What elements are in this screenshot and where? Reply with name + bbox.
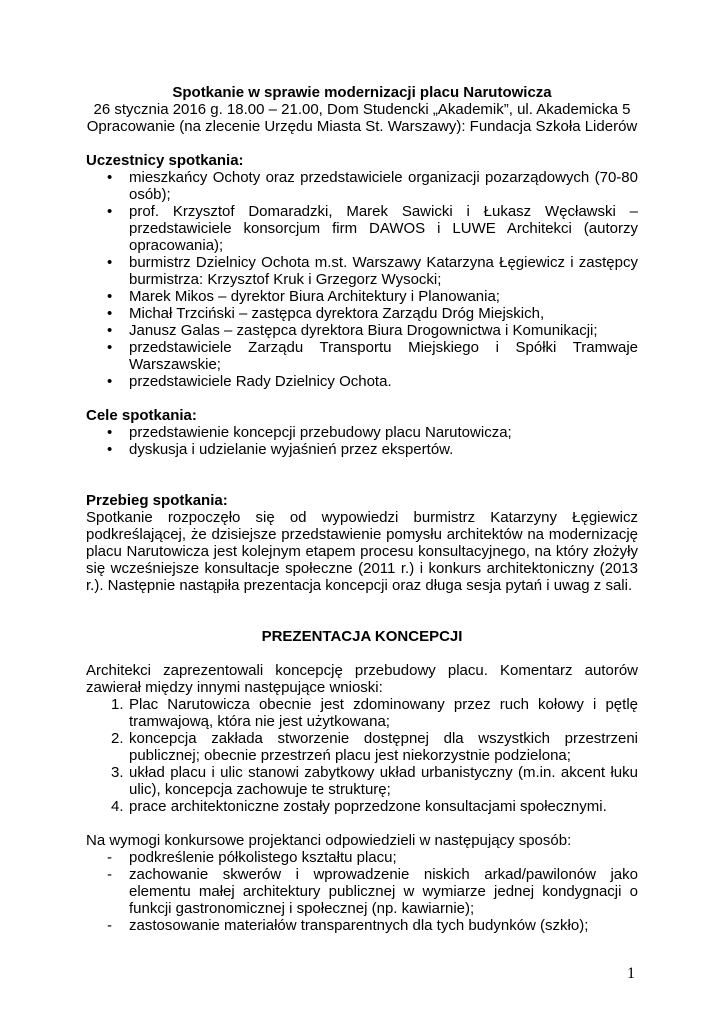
list-item bbox=[86, 798, 638, 815]
item-number: 4. bbox=[111, 798, 124, 815]
conclusions-list bbox=[86, 696, 638, 815]
course-paragraph: Spotkanie rozpoczęło się od wypowiedzi burmistrz Katarzyny Łęgiewicz podkreślającej, że dzisiejsze przedstawienie pomysłu architektów na modernizację placu Narutowicza jest kolejnym etapem procesu konsultacyjnego, na który złożyły się wcześniejsze konsultacje społeczne (2011 r.) i konkurs architektoniczny (2013 r.). Następnie nastąpiła prezentacja koncepcji oraz długa sesja pytań i uwag z sali. bbox=[86, 509, 638, 594]
item-number: 3. bbox=[111, 764, 124, 781]
item-number: 1. bbox=[111, 696, 124, 713]
list-item: - podkreślenie półkolistego kształtu placu; bbox=[86, 849, 638, 866]
list-item: • burmistrz Dzielnicy Ochota m.st. Warszawy Katarzyna Łęgiewicz i zastępcy burmistrza: Krzysztof Kruk i Grzegorz Wysocki; bbox=[86, 254, 638, 288]
responses-list bbox=[86, 849, 638, 934]
item-text: układ placu i ulic stanowi zabytkowy układ urbanistyczny (m.in. akcent łuku ulic), koncepcja zachowuje te strukturę; bbox=[129, 764, 638, 798]
list-item: - zastosowanie materiałów transparentnych dla tych budynków (szkło); bbox=[86, 917, 638, 934]
list-item bbox=[86, 764, 638, 798]
list-item: • przedstawiciele Zarządu Transportu Miejskiego i Spółki Tramwaje Warszawskie; bbox=[86, 339, 638, 373]
list-item: • przedstawiciele Rady Dzielnicy Ochota. bbox=[86, 373, 638, 390]
list-item: • mieszkańcy Ochoty oraz przedstawiciele organizacji pozarządowych (70-80 osób); bbox=[86, 169, 638, 203]
item-text: prace architektoniczne zostały poprzedzone konsultacjami społecznymi. bbox=[129, 798, 607, 815]
document-page bbox=[86, 84, 638, 934]
participants-heading: Uczestnicy spotkania: bbox=[86, 152, 244, 169]
list-item: • Michał Trzciński – zastępca dyrektora Zarządu Dróg Miejskich, bbox=[86, 305, 638, 322]
list-item: • dyskusja i udzielanie wyjaśnień przez ekspertów. bbox=[86, 441, 638, 458]
section-heading: PREZENTACJA KONCEPCJI bbox=[261, 628, 463, 645]
participants-list bbox=[86, 169, 638, 390]
list-item bbox=[86, 696, 638, 730]
goals-heading: Cele spotkania: bbox=[86, 407, 197, 424]
item-text: koncepcja zakłada stworzenie dostępnej dla wszystkich przestrzeni publicznej; obecnie przestrzeń placu jest niekorzystnie podzielona; bbox=[129, 730, 638, 764]
page-number: 1 bbox=[627, 965, 635, 982]
responses-intro: Na wymogi konkursowe projektanci odpowiedzieli w następujący sposób: bbox=[86, 832, 572, 849]
list-item: • Marek Mikos – dyrektor Biura Architektury i Planowania; bbox=[86, 288, 638, 305]
list-item: • prof. Krzysztof Domaradzki, Marek Sawicki i Łukasz Węcławski – przedstawiciele konsorcjum firm DAWOS i LUWE Architekci (autorzy opracowania); bbox=[86, 203, 638, 254]
item-number: 2. bbox=[111, 730, 124, 747]
item-text: Plac Narutowicza obecnie jest zdominowany przez ruch kołowy i pętlę tramwajową, która nie jest użytkowana; bbox=[129, 696, 638, 730]
course-heading: Przebieg spotkania: bbox=[86, 492, 228, 509]
meeting-date-place: 26 stycznia 2016 g. 18.00 – 21.00, Dom Studencki „Akademik”, ul. Akademicka 5 bbox=[93, 101, 631, 118]
goals-list bbox=[86, 424, 638, 458]
presentation-intro: Architekci zaprezentowali koncepcję przebudowy placu. Komentarz autorów zawierał między innymi następujące wnioski: bbox=[86, 662, 638, 696]
document-title: Spotkanie w sprawie modernizacji placu Narutowicza bbox=[172, 84, 552, 101]
list-item: - zachowanie skwerów i wprowadzenie niskich arkad/pawilonów jako elementu małej architektury publicznej w wymiarze jednej kondygnacji o funkcji gastronomicznej i społecznej (np. kawiarnie); bbox=[86, 866, 638, 917]
list-item: • przedstawienie koncepcji przebudowy placu Narutowicza; bbox=[86, 424, 638, 441]
list-item: • Janusz Galas – zastępca dyrektora Biura Drogownictwa i Komunikacji; bbox=[86, 322, 638, 339]
list-item bbox=[86, 730, 638, 764]
prepared-by: Opracowanie (na zlecenie Urzędu Miasta St. Warszawy): Fundacja Szkoła Liderów bbox=[86, 118, 638, 135]
